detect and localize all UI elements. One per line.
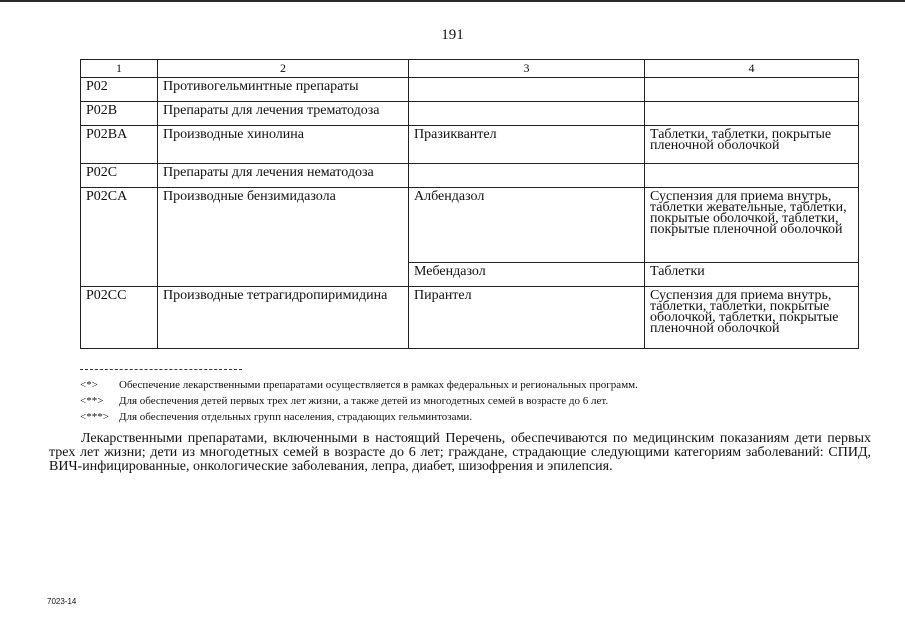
page-number: 191 xyxy=(441,27,464,43)
form-cell: Таблетки, таблетки, покрытые пленочной оболочкой xyxy=(645,126,859,164)
table-row xyxy=(81,287,859,349)
body-paragraph: Лекарственными препаратами, включенными в настоящий Перечень, обеспечиваются по медицинским показаниям дети первых трех лет жизни; дети из многодетных семей в возрасте до 6 лет; граждане, страдающие следующими категориям заболеваний: СПИД, ВИЧ-инфицированные, онкологические заболевания, лепра, диабет, шизофрения и эпилепсия. xyxy=(49,431,871,474)
form-cell: Суспензия для приема внутрь, таблетки жевательные, таблетки, покрытые оболочкой, таблетки, покрытые пленочной оболочкой xyxy=(645,188,859,263)
table-row xyxy=(81,188,859,263)
group-cell: Противогельминтные препараты xyxy=(158,78,409,102)
drug-cell: Мебендазол xyxy=(409,263,645,287)
table-row xyxy=(81,78,859,102)
group-cell: Производные бензимидазола xyxy=(158,188,409,287)
footnote-mark: <***> xyxy=(80,411,109,423)
footnote-item xyxy=(80,409,870,425)
footnote-text: Для обеспечения отдельных групп населения, страдающих гельминтозами. xyxy=(119,411,473,423)
form-cell: Суспензия для приема внутрь, таблетки, таблетки, покрытые оболочкой, таблетки, покрытые пленочной оболочкой xyxy=(645,287,859,349)
atc-code-cell: P02CA xyxy=(81,188,158,287)
drug-cell: Албендазол xyxy=(409,188,645,263)
drug-cell xyxy=(409,164,645,188)
column-header-2: 2 xyxy=(158,60,409,78)
drug-cell xyxy=(409,102,645,126)
table-row xyxy=(81,102,859,126)
table-row xyxy=(81,126,859,164)
drug-cell xyxy=(409,78,645,102)
atc-code-cell: P02B xyxy=(81,102,158,126)
footnote-item xyxy=(80,377,870,393)
column-header-1: 1 xyxy=(81,60,158,78)
footnote-text: Для обеспечения детей первых трех лет жизни, а также детей из многодетных семей в возрасте до 6 лет. xyxy=(119,395,609,407)
form-cell xyxy=(645,164,859,188)
document-code: 7023-14 xyxy=(47,597,77,606)
table-row xyxy=(81,164,859,188)
group-cell: Производные хинолина xyxy=(158,126,409,164)
atc-code-cell: P02BA xyxy=(81,126,158,164)
drug-cell: Пирантел xyxy=(409,287,645,349)
form-cell xyxy=(645,102,859,126)
group-cell: Препараты для лечения нематодоза xyxy=(158,164,409,188)
drug-table xyxy=(80,59,859,349)
drug-cell: Празиквантел xyxy=(409,126,645,164)
footnote-separator xyxy=(80,369,242,370)
column-header-3: 3 xyxy=(409,60,645,78)
page-top-border xyxy=(0,0,905,2)
group-cell: Производные тетрагидропиримидина xyxy=(158,287,409,349)
atc-code-cell: P02C xyxy=(81,164,158,188)
form-cell: Таблетки xyxy=(645,263,859,287)
group-cell: Препараты для лечения трематодоза xyxy=(158,102,409,126)
footnote-item xyxy=(80,393,870,409)
table-header-row xyxy=(81,60,859,78)
footnote-mark: <**> xyxy=(80,395,104,407)
column-header-4: 4 xyxy=(645,60,859,78)
atc-code-cell: P02 xyxy=(81,78,158,102)
atc-code-cell: P02CC xyxy=(81,287,158,349)
form-cell xyxy=(645,78,859,102)
footnote-text: Обеспечение лекарственными препаратами осуществляется в рамках федеральных и региональных программ. xyxy=(119,379,638,391)
footnotes xyxy=(80,377,870,425)
footnote-mark: <*> xyxy=(80,379,98,391)
